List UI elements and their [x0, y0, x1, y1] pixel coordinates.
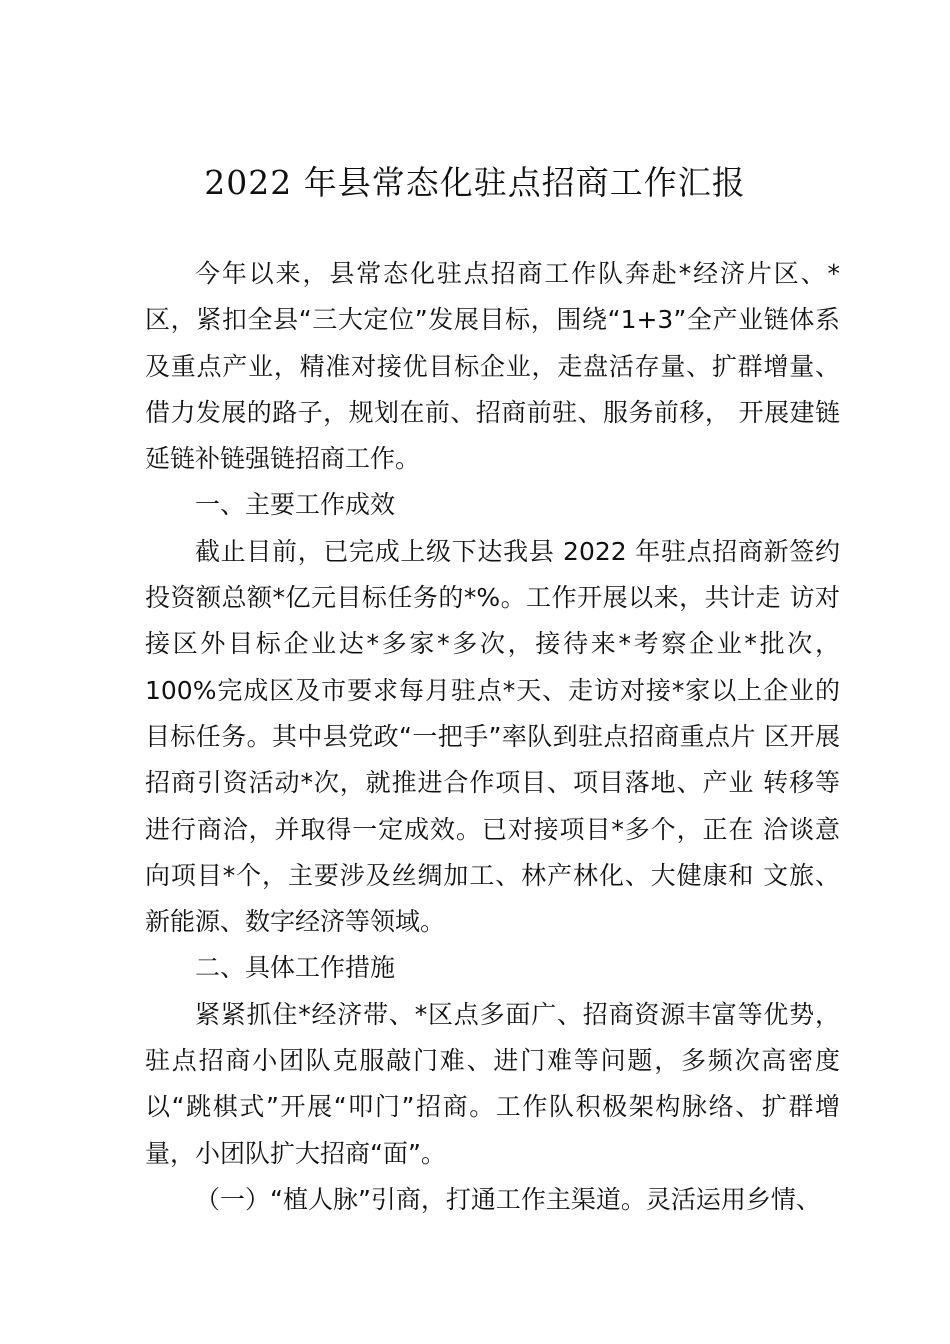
subsection-paragraph: （一）“植人脉”引商，打通工作主渠道。灵活运用乡情、	[195, 1184, 821, 1214]
achievements-paragraph: 截止目前，已完成上级下达我县 2022 年驻点招商新签约投资额总额*亿元目标任务的*%。工作开展以来，共计走 访对接区外目标企业达*多家*多次，接待来*考察企业*批次，100%完成区及市要求每月驻点*天、走访对接*家以上企业的目标任务。其中县党政“一把手”率队到驻点招商重点片 区开展招商引资活动*次，就推进合作项目、项目落地、产业 转移等进行商洽，并取得一定成效。已对接项目*多个，正在 洽谈意向项目*个，主要涉及丝绸加工、林产林化、大健康和 文旅、新能源、数字经济等领域。	[145, 536, 840, 937]
document-title: 2022 年县常态化驻点招商工作汇报	[204, 163, 746, 202]
section-heading-measures: 二、具体工作措施	[195, 953, 396, 983]
measures-paragraph: 紧紧抓住*经济带、*区点多面广、招商资源丰富等优势，驻点招商小团队克服敲门难、进门难等问题，多频次高密度以“跳棋式”开展“叩门”招商。工作队积极架构脉络、扩群增量，小团队扩大招商“面”。	[145, 999, 840, 1168]
document-body	[145, 251, 840, 1223]
intro-paragraph: 今年以来，县常态化驻点招商工作队奔赴*经济片区、*区，紧扣全县“三大定位”发展目标，围绕“1+3”全产业链体系及重点产业，精准对接优目标企业，走盘活存量、扩群增量、借力发展的路子，规划在前、招商前驻、服务前移， 开展建链延链补链强链招商工作。	[145, 259, 840, 474]
section-heading-achievements: 一、主要工作成效	[195, 490, 396, 520]
